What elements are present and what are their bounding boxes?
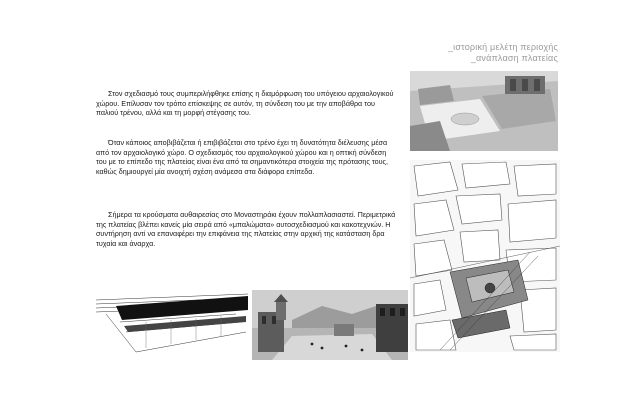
header-line-redesign: _ανάπλαση πλατείας: [470, 53, 558, 63]
square-render-image: [252, 290, 408, 360]
section-drawing-image: [96, 292, 248, 360]
paragraph-train-access: Όταν κάποιος αποβιβάζεται ή επιβιβάζεται στο τρένο έχει τη δυνατότητα διέλευσης μέσα από τον αρχαιολογικό χώρο. Ο σχεδιασμός του αρχαιολογικού χώρου και η οπτική σύνδεση του με το επίπεδο της πλατείας είναι ένα από τα σημαντικότερα στοιχεία της πρότασης τους, καθώς δημιουργεί μία ανοιχτή σχέση ανάμεσα στα διάφορα επίπεδα.: [96, 138, 388, 176]
header-line-history: _ιστορική μελέτη περιοχής: [447, 42, 558, 52]
page-header: [358, 42, 558, 64]
site-plan-image: [410, 160, 560, 352]
aerial-model-image: [410, 71, 558, 151]
paragraph-archaeological-space: Στον σχεδιασμό τους συμπεριλήφθηκε επίσης η διαμόρφωση του υπόγειου αρχαιολογικού χώρου. Επίλυσαν τον τρόπο επίσκεψης σε αυτόν, τη σύνδεση του με την αποβάθρα του παλιού τρένου, αλλά και τη μορφή στέγασης του.: [96, 89, 394, 118]
paragraph-illegal-changes: Σήμερα τα κρούσματα αυθαιρεσίας στο Μοναστηράκι έχουν πολλαπλασιαστεί. Περιμετρικά της πλατείας βλέπει κανείς μία σειρά από «μπαλώματα» αυτοσχεδιασμού και κακοτεχνιών. Η συντήρηση αντί να επαναφέρει την επιφάνεια της πλατείας στην αρχική της κατάσταση δρα τυχαία και άναρχα.: [96, 210, 396, 248]
